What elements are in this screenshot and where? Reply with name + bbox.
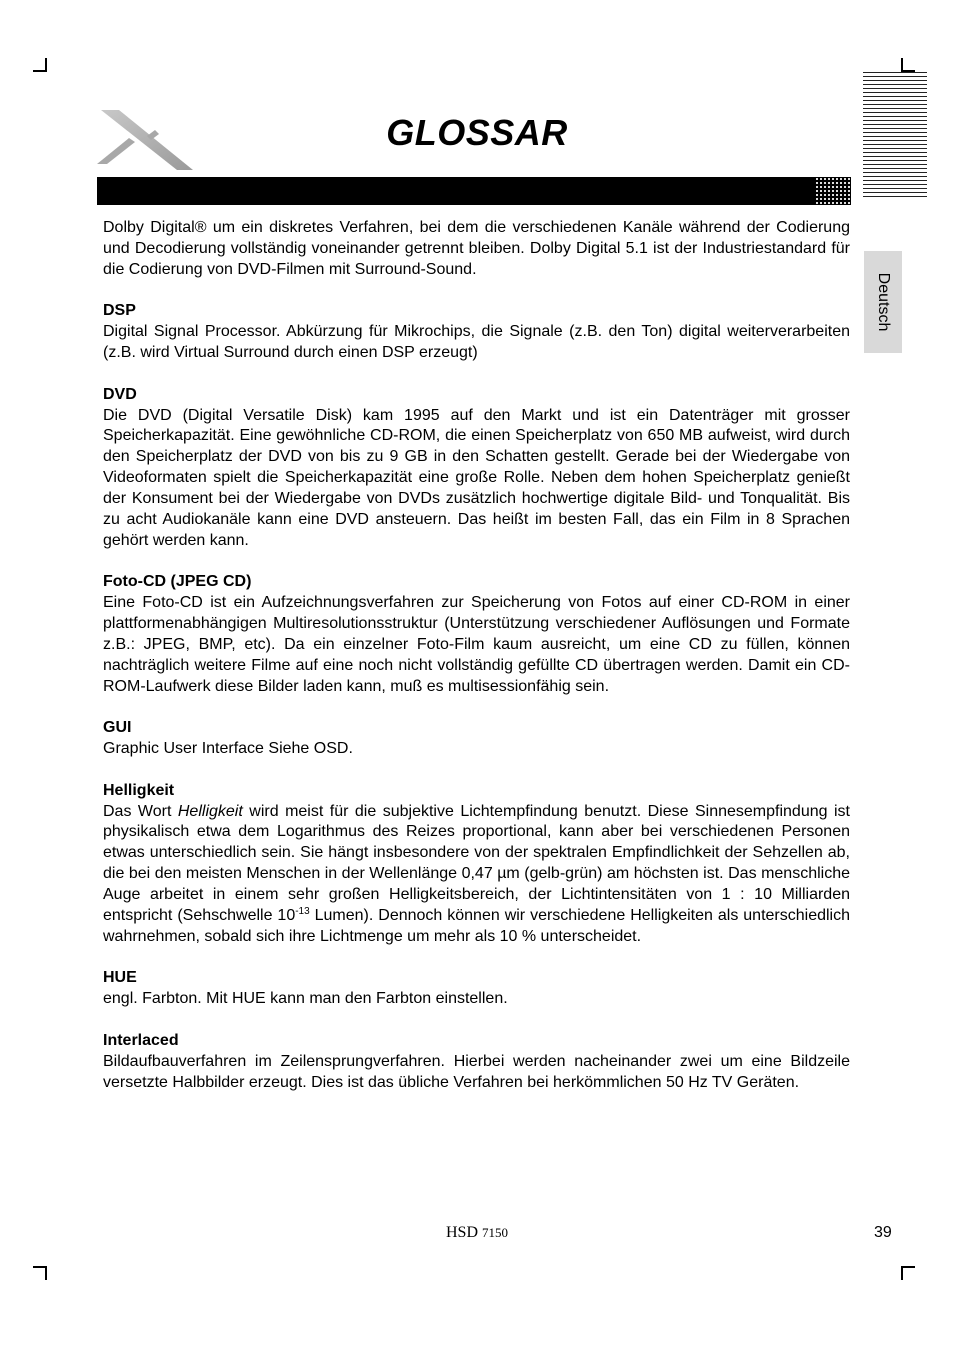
footer-model-label	[0, 1224, 954, 1242]
entry-term: Foto-CD (JPEG CD)	[103, 573, 252, 591]
entry-text-part: Lumen). Dennoch können wir verschiedene Helligkeiten als unterschiedlich wahrnehmen, sobald sich ihre Lichtmenge um mehr als 10 % unterscheidet.	[103, 906, 850, 945]
crop-mark-top-left	[33, 58, 47, 72]
title-bar-dot-pattern	[815, 177, 851, 205]
entry-term: HUE	[103, 969, 137, 987]
entry-text: Eine Foto-CD ist ein Aufzeichnungsverfahren zur Speicherung von Fotos auf einer CD-ROM in einer plattformenabhängigen Multiresolutionsstruktur (Unterstützung verschiedener Auflösungen und Formate z.B.: JPEG, BMP, etc). Da ein einzelner Foto-Film kaum ausreicht, um eine CD zu füllen, können nachträglich weitere Filme auf eine noch nicht vollständig gefüllte CD übertragen werden. Damit ein CD-ROM-Laufwerk diese Bilder laden kann, muß es multisessionfähig sein.	[103, 594, 850, 695]
model-name: HSD	[445, 1224, 478, 1241]
entry-text: Digital Signal Processor. Abkürzung für Mikrochips, die Signale (z.B. den Ton) digital weiterverarbeiten (z.B. wird Virtual Surround durch einen DSP erzeugt)	[103, 323, 850, 362]
glossary-content	[103, 218, 850, 1114]
entry-term: Interlaced	[103, 1031, 179, 1049]
entry-superscript: -13	[295, 905, 310, 917]
page-title: GLOSSAR	[386, 112, 568, 153]
language-tab	[864, 251, 902, 353]
entry-term: Helligkeit	[103, 781, 175, 799]
entry-term: DVD	[103, 385, 137, 403]
glossary-entry-dsp	[103, 301, 850, 364]
entry-text-part: wird meist für die subjektive Lichtempfindung benutzt. Diese Sinnesempfindung ist physikalisch etwa dem Logarithmus des Reizes proportional, kann aber bei verschiedenen Personen etwas unterschiedlich sein. Sie hängt insbesondere von der spektralen Empfindlichkeit der Sehzellen ab, die bei den meisten Menschen in der Wellenlänge 0,47 µm (gelb-grün) am höchsten ist. Das menschliche Auge arbeitet in einem sehr großen Helligkeitsbereich, der Lichtintensitäten von 1 : 10 Milliarden entspricht (Sehschwelle 10	[103, 802, 850, 924]
language-tab-label: Deutsch	[875, 272, 892, 332]
glossary-entry-foto-cd	[103, 572, 850, 697]
page-number: 39	[874, 1224, 892, 1241]
title-bar	[97, 177, 851, 205]
entry-text: Die DVD (Digital Versatile Disk) kam 1995 auf den Markt und ist ein Datenträger mit grosser Speicherkapazität. Eine gewöhnliche CD-ROM, die einen Speicherplatz von 650 MB aufweist, wird durch den Speicherplatz der DVD von bis zu 9 GB in den Schatten gestellt. Gerade bei der Wiedergabe von Videoformaten spielt die Speicherkapazität eine große Rolle. Neben dem hohen Speicherplatz genießt der Konsument bei der Wiedergabe von DVDs zusätzlich hochwertige digitale Bild- und Tonqualität. Bis zu acht Audiokanäle kann eine DVD ansteuern. Das heißt im besten Fall, das ein Film in 8 Sprachen gehört werden kann.	[103, 406, 850, 549]
entry-text: Bildaufbauverfahren im Zeilensprungverfahren. Hierbei werden nacheinander zwei um eine Bildzeile versetzte Halbbilder erzeugt. Dies ist das übliche Verfahren bei herkömmlichen 50 Hz TV Geräten.	[103, 1052, 850, 1091]
entry-text: Dolby Digital® um ein diskretes Verfahren, bei dem die verschiedenen Kanäle während der Codierung und Decodierung vollständig voneinander getrennt bleiben. Dolby Digital 5.1 ist der Industriestandard für die Codierung von DVD-Filmen mit Surround-Sound.	[103, 219, 850, 278]
crop-mark-bottom-right	[901, 1266, 915, 1280]
glossary-entry-interlaced	[103, 1031, 850, 1094]
entry-text-part: Das Wort	[103, 802, 178, 820]
glossary-entry-dolby	[103, 218, 850, 281]
entry-term: GUI	[103, 719, 132, 737]
crop-mark-top-right	[901, 58, 915, 72]
glossary-entry-helligkeit	[103, 781, 850, 948]
crop-mark-bottom-left	[33, 1266, 47, 1280]
entry-text	[103, 802, 850, 948]
entry-text: engl. Farbton. Mit HUE kann man den Farbton einstellen.	[103, 990, 508, 1008]
model-number: 7150	[482, 1225, 508, 1240]
glossary-entry-dvd	[103, 385, 850, 552]
glossary-entry-gui	[103, 718, 850, 760]
glossary-entry-hue	[103, 968, 850, 1010]
entry-term: DSP	[103, 302, 136, 320]
entry-text: Graphic User Interface Siehe OSD.	[103, 740, 353, 758]
entry-text-italic: Helligkeit	[177, 802, 243, 820]
